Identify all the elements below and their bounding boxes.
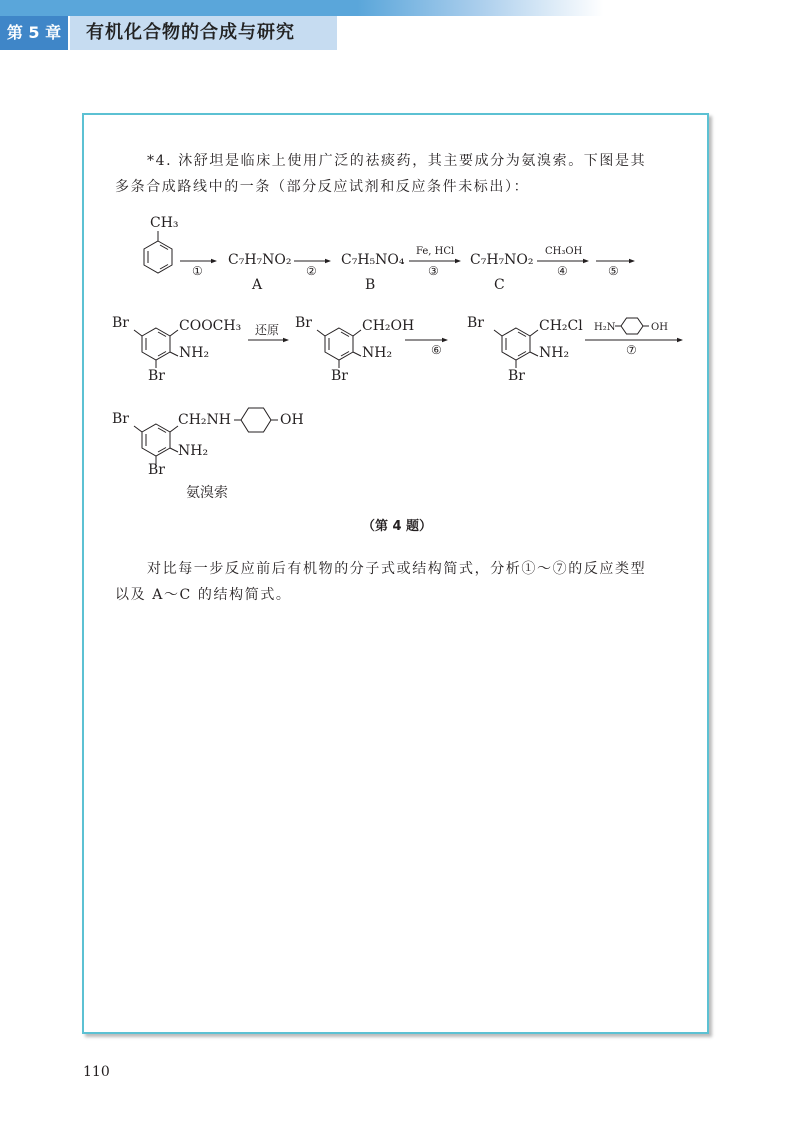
alcohol-br-bottom: Br (331, 368, 348, 384)
compound-b-formula: C₇H₅NO₄ (341, 252, 405, 268)
alcohol-nh2: NH₂ (362, 345, 393, 361)
step5-label: ⑤ (608, 264, 619, 278)
reagent-cyclohexane (615, 318, 649, 334)
step2-label: ② (306, 264, 317, 278)
step3-label: ③ (428, 264, 439, 278)
chapter-number: 第 5 章 (0, 16, 68, 50)
compound-b-label: B (365, 277, 376, 293)
compound-c-label: C (494, 277, 505, 293)
question-line1: 对比每一步反应前后有机物的分子式或结构简式，分析①～⑦的反应类型 (147, 561, 647, 577)
compound-a-label: A (252, 277, 263, 293)
ambroxol-nh2: NH₂ (178, 443, 209, 459)
chapter-title: 有机化合物的合成与研究 (70, 16, 337, 50)
step4-label: ④ (557, 264, 568, 278)
page-number: 110 (83, 1064, 110, 1080)
ester-ring (134, 328, 178, 368)
ester-nh2: NH₂ (179, 345, 210, 361)
compound-c-formula: C₇H₇NO₂ (470, 252, 534, 268)
step6-label: ⑥ (431, 343, 442, 357)
alcohol-br-top: Br (295, 315, 312, 331)
compound-a-formula: C₇H₇NO₂ (228, 252, 292, 268)
ambroxol-br-top: Br (112, 411, 129, 427)
ambroxol-cyclohexane (234, 408, 278, 432)
toluene-methyl: CH₃ (150, 215, 179, 231)
chloride-br-bottom: Br (508, 368, 525, 384)
ester-br-top: Br (112, 315, 129, 331)
step4-reagent: CH₃OH (545, 246, 583, 257)
problem-intro-line2: 多条合成路线中的一条（部分反应试剂和反应条件未标出）： (115, 179, 530, 195)
ambroxol-ring (134, 424, 178, 464)
ambroxol-br-bottom: Br (148, 462, 165, 478)
problem-intro-line1: *4. 沐舒坦是临床上使用广泛的祛痰药，其主要成分为氨溴索。下图是其 (147, 153, 647, 169)
alcohol-group: CH₂OH (362, 318, 415, 334)
alcohol-ring (317, 328, 361, 368)
chloride-br-top: Br (467, 315, 484, 331)
ambroxol-ch2nh: CH₂NH (178, 412, 231, 428)
ester-br-bottom: Br (148, 368, 165, 384)
chloride-group: CH₂Cl (539, 318, 583, 334)
step7-reagent-amine: H₂N (594, 322, 616, 333)
step1-label: ① (192, 264, 203, 278)
chloride-ring (494, 328, 538, 368)
ambroxol-oh: OH (280, 412, 304, 428)
step7-label: ⑦ (626, 343, 637, 357)
figure-caption: （第 4 题） (361, 519, 433, 534)
step7-reagent-oh: OH (651, 322, 668, 333)
ester-group: COOCH₃ (179, 318, 242, 334)
question-line2: 以及 A～C 的结构简式。 (115, 587, 292, 603)
step3-reagent: Fe, HCl (416, 246, 455, 257)
ambroxol-name: 氨溴索 (186, 485, 228, 501)
toluene-ring (144, 231, 172, 273)
chloride-nh2: NH₂ (539, 345, 570, 361)
reduce-label: 还原 (255, 323, 280, 337)
